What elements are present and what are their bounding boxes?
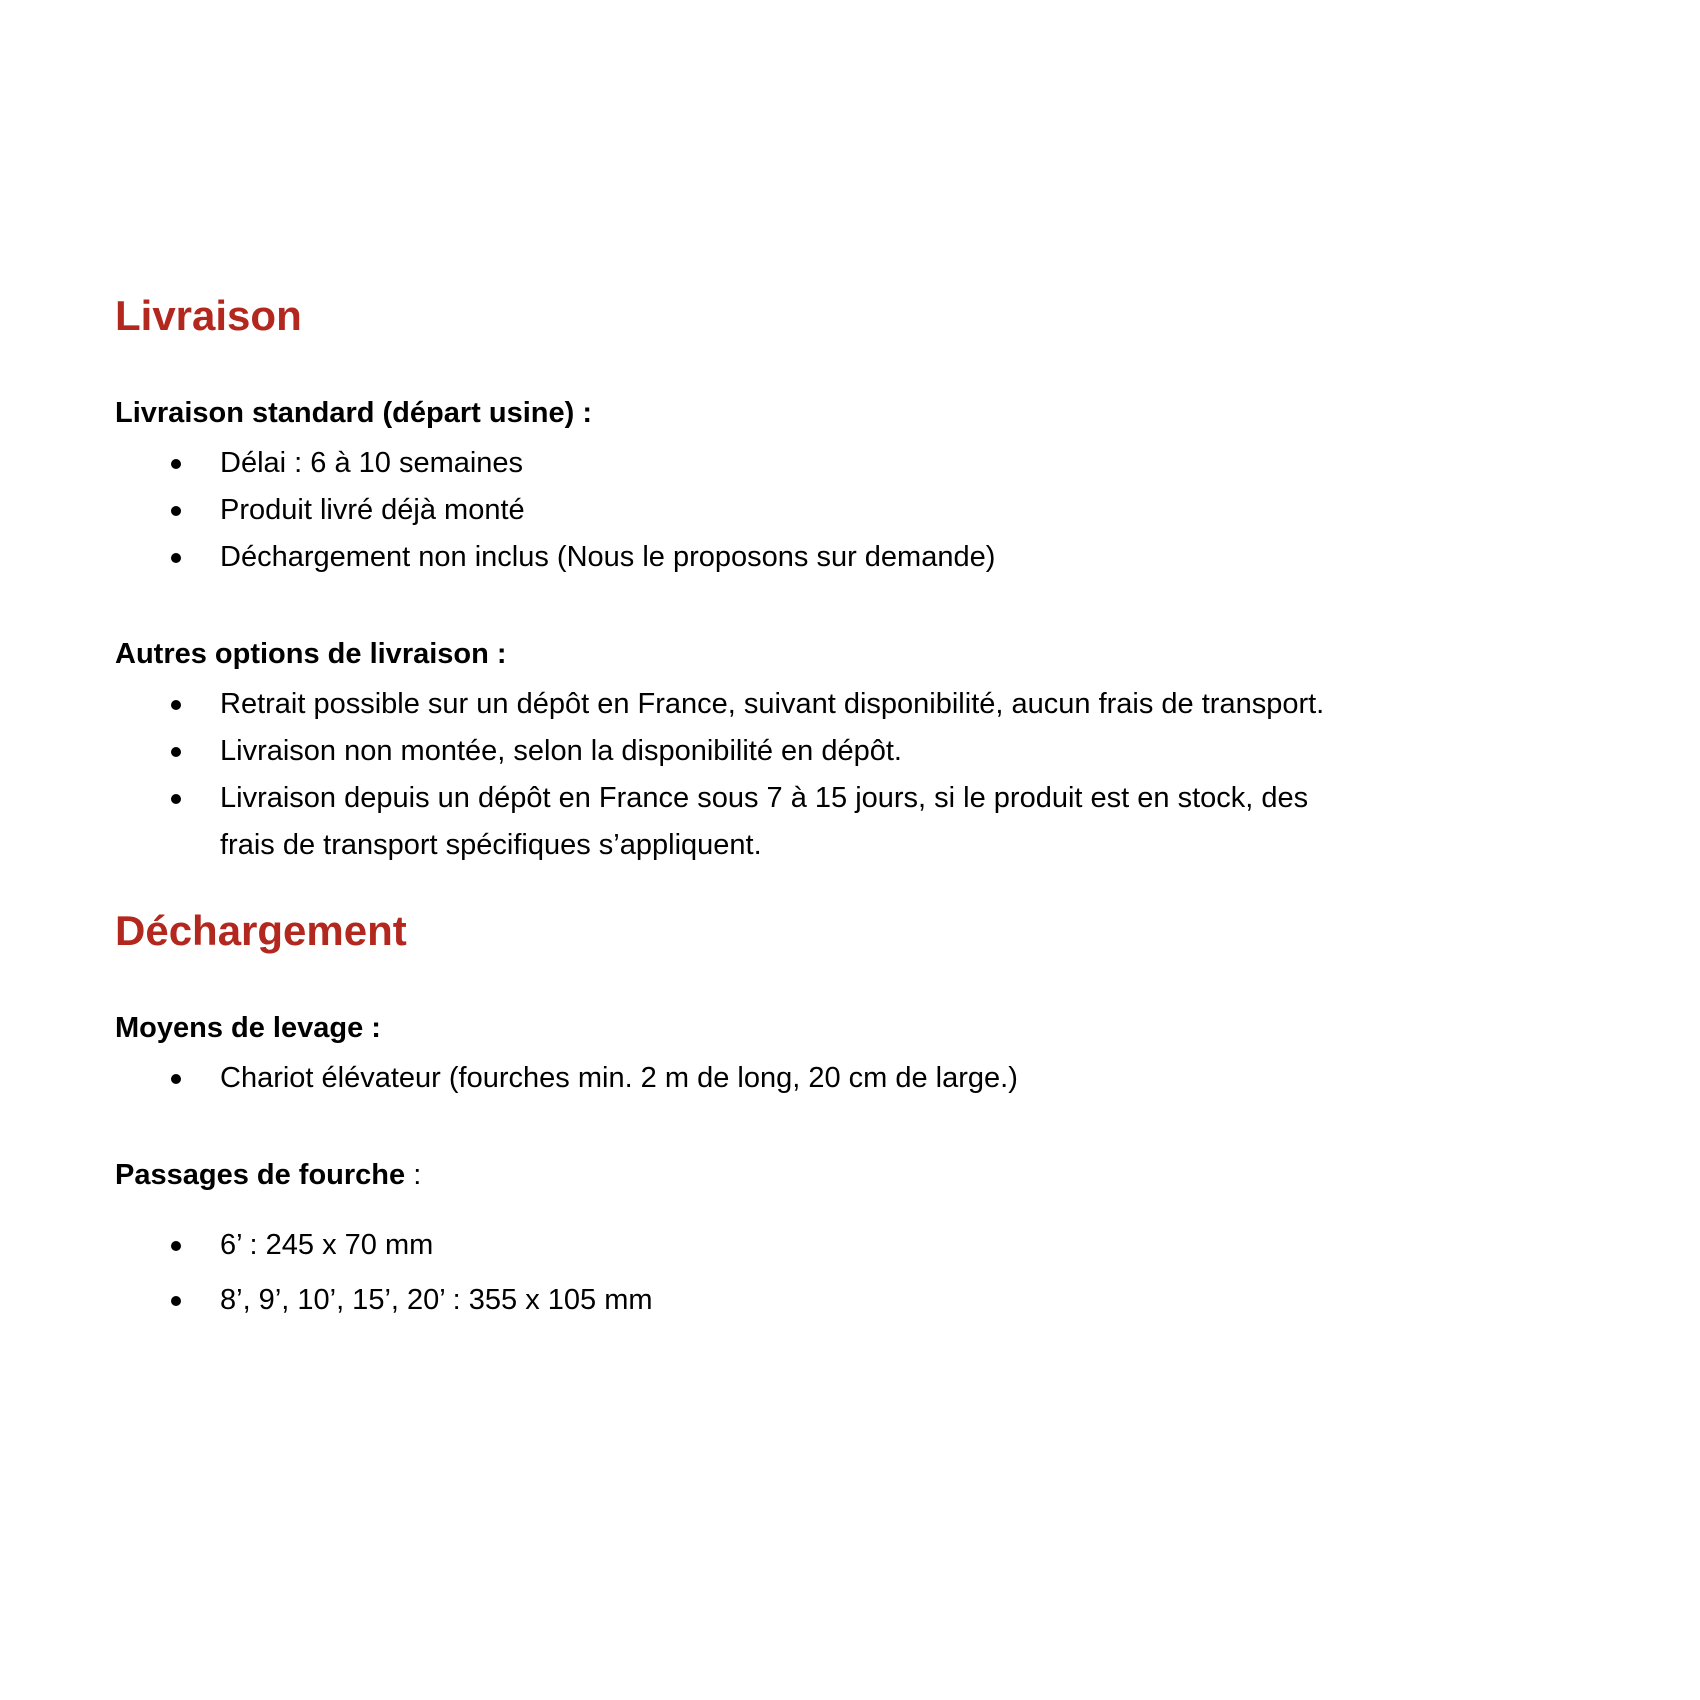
group-moyens-levage <box>115 1011 1585 1102</box>
group-autres-options <box>115 637 1585 869</box>
bullet-icon <box>171 553 181 563</box>
group-label: Moyens de levage : <box>115 1012 381 1044</box>
list-item <box>115 1277 1585 1324</box>
group-label <box>115 1158 1585 1192</box>
list-item-text-line: Livraison depuis un dépôt en France sous 7 à 15 jours, si le produit est en stock, des <box>220 782 1309 814</box>
list-item <box>115 1222 1585 1269</box>
bullet-icon <box>171 1074 181 1084</box>
bullet-list <box>115 681 1585 869</box>
list-item <box>115 775 1585 869</box>
list-item-text: Chariot élévateur (fourches min. 2 m de long, 20 cm de large.) <box>220 1062 1018 1094</box>
list-item-text: Délai : 6 à 10 semaines <box>220 447 524 479</box>
document-content <box>115 292 1585 1324</box>
bullet-icon <box>171 700 181 710</box>
list-item-text: Produit livré déjà monté <box>220 494 525 526</box>
list-item-text: 8’, 9’, 10’, 15’, 20’ : 355 x 105 mm <box>220 1284 653 1316</box>
bullet-list <box>115 440 1585 581</box>
bullet-icon <box>171 794 181 804</box>
list-item <box>115 1055 1585 1102</box>
list-item-text: Livraison non montée, selon la disponibilité en dépôt. <box>220 735 902 767</box>
group-passages-fourche <box>115 1158 1585 1324</box>
list-item-text: 6’ : 245 x 70 mm <box>220 1229 434 1261</box>
group-label: Livraison standard (départ usine) : <box>115 397 592 429</box>
list-item <box>115 534 1585 581</box>
section-heading-dechargement: Déchargement <box>115 907 407 954</box>
group-label-suffix: : <box>405 1159 422 1191</box>
bullet-list <box>115 1055 1585 1102</box>
bullet-icon <box>171 459 181 469</box>
bullet-icon <box>171 747 181 757</box>
bullet-icon <box>171 1296 181 1306</box>
list-item <box>115 440 1585 487</box>
group-label-text: Passages de fourche <box>115 1159 406 1191</box>
list-item-text: Déchargement non inclus (Nous le proposons sur demande) <box>220 541 996 573</box>
group-label: Autres options de livraison : <box>115 638 507 670</box>
bullet-icon <box>171 506 181 516</box>
list-item <box>115 487 1585 534</box>
section-heading-livraison: Livraison <box>115 292 302 339</box>
bullet-list <box>115 1222 1585 1324</box>
list-item-text: Retrait possible sur un dépôt en France, suivant disponibilité, aucun frais de transport. <box>220 688 1325 720</box>
group-livraison-standard <box>115 396 1585 581</box>
list-item <box>115 681 1585 728</box>
list-item-text-line: frais de transport spécifiques s’appliquent. <box>220 829 762 861</box>
bullet-icon <box>171 1241 181 1251</box>
list-item <box>115 728 1585 775</box>
